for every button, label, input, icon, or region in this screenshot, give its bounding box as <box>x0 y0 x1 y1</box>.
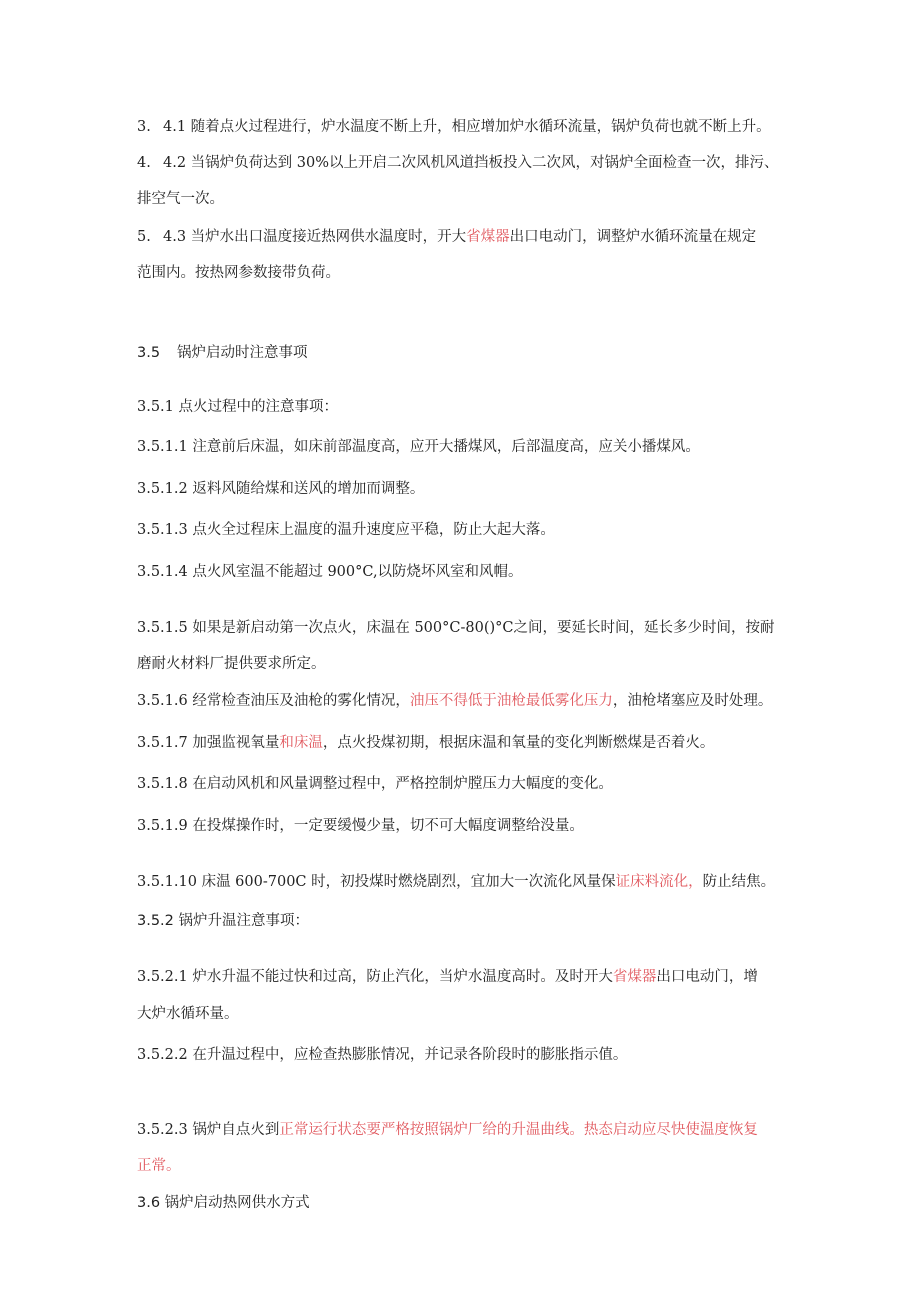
paragraph-3-5-2-2: 3.5.2.2 在升温过程中，应检查热膨胀情况，并记录各阶段时的膨胀指示值。 <box>137 1047 628 1063</box>
paragraph-3-5-1-3: 3.5.1.3 点火全过程床上温度的温升速度应平稳，防止大起大落。 <box>137 522 555 538</box>
list-item-5 <box>137 226 756 248</box>
para-text: 3.5.1.7 加强监视氧量 <box>137 735 280 751</box>
paragraph-3-5-1-6 <box>137 690 772 712</box>
highlight-text: 和床温 <box>279 735 323 751</box>
para-text: ，点火投煤初期，根据床温和氧量的变化判断燃煤是否着火。 <box>322 735 715 751</box>
paragraph-3-5-1-5-cont: 磨耐火材料厂提供要求所定。 <box>137 656 326 672</box>
paragraph-3-5-1-8: 3.5.1.8 在启动风机和风量调整过程中，严格控制炉膛压力大幅度的变化。 <box>137 776 613 792</box>
para-text: 3.5.2.3 锅炉自点火到 <box>137 1122 280 1138</box>
highlight-text: 正常运行状态要严格按照锅炉厂给的升温曲线。热态启动应尽快使温度恢复 <box>279 1122 758 1138</box>
para-text: 防止结焦。 <box>702 874 776 890</box>
list-number: 4. <box>137 155 151 171</box>
paragraph-3-5-2-1 <box>137 966 758 988</box>
para-text: 3.5.1.6 经常检查油压及油枪的雾化情况， <box>137 693 410 709</box>
paragraph-3-5-2: 3.5.2 锅炉升温注意事项： <box>137 913 310 929</box>
highlight-text: 证床料流化， <box>615 874 703 890</box>
paragraph-3-5-1-4: 3.5.1.4 点火风室温不能超过 900°C,以防烧坏风室和风帽。 <box>137 564 523 580</box>
paragraph-3-5-1-9: 3.5.1.9 在投煤操作时，一定要缓慢少量，切不可大幅度调整给没量。 <box>137 818 584 834</box>
paragraph-3-5-2-3-cont: 正常。 <box>137 1158 181 1174</box>
para-text: 出口电动门，增 <box>656 969 758 985</box>
paragraph-3-5-1: 3.5.1 点火过程中的注意事项： <box>137 399 339 415</box>
list-text: 4.2 当锅炉负荷达到 30%以上开启二次风机风道挡板投入二次风，对锅炉全面检查一次，排污、 <box>163 155 779 171</box>
para-text: ，油枪堵塞应及时处理。 <box>612 693 773 709</box>
section-number: 3.5 <box>137 345 161 361</box>
section-heading-3-5 <box>137 342 308 364</box>
section-title: 锅炉启动时注意事项 <box>177 345 308 361</box>
highlight-text: 省煤器 <box>466 229 510 245</box>
paragraph-3-5-1-10 <box>137 871 775 893</box>
list-item-4 <box>137 152 779 174</box>
para-text: 3.5.1.10 床温 600-700C 时，初投煤时燃烧剧烈，宜加大一次流化风量保 <box>137 874 616 890</box>
highlight-text: 省煤器 <box>612 969 657 985</box>
list-text: 4.3 当炉水出口温度接近热网供水温度时，开大 <box>163 229 467 245</box>
list-text: 出口电动门，调整炉水循环流量在规定 <box>509 229 757 245</box>
paragraph-3-5-1-2: 3.5.1.2 返料风随给煤和送风的增加而调整。 <box>137 481 425 497</box>
paragraph-3-5-1-5: 3.5.1.5 如果是新启动第一次点火，床温在 500°C-80()°C之间，要延长时间，延长多少时间，按耐 <box>137 620 775 636</box>
paragraph-3-5-1-1: 3.5.1.1 注意前后床温，如床前部温度高，应开大播煤风，后部温度高，应关小播煤风。 <box>137 439 700 455</box>
list-number: 5. <box>137 229 151 245</box>
section-heading-3-6: 3.6 锅炉启动热网供水方式 <box>137 1195 310 1211</box>
list-text: 4.1 随着点火过程进行，炉水温度不断上升，相应增加炉水循环流量，锅炉负荷也就不断上升。 <box>163 119 771 135</box>
list-number: 3. <box>137 119 151 135</box>
list-item-4-cont: 排空气一次。 <box>137 191 224 207</box>
para-text: 3.5.2.1 炉水升温不能过快和过高，防止汽化，当炉水温度高时。及时开大 <box>137 969 613 985</box>
paragraph-3-5-1-7 <box>137 732 714 754</box>
paragraph-3-5-2-3 <box>137 1119 758 1141</box>
highlight-text: 油压不得低于油枪最低雾化压力 <box>409 693 613 709</box>
paragraph-3-5-2-1-cont: 大炉水循环量。 <box>137 1006 239 1022</box>
list-item-5-cont: 范围内。按热网参数接带负荷。 <box>137 265 340 281</box>
list-item-3 <box>137 116 771 138</box>
